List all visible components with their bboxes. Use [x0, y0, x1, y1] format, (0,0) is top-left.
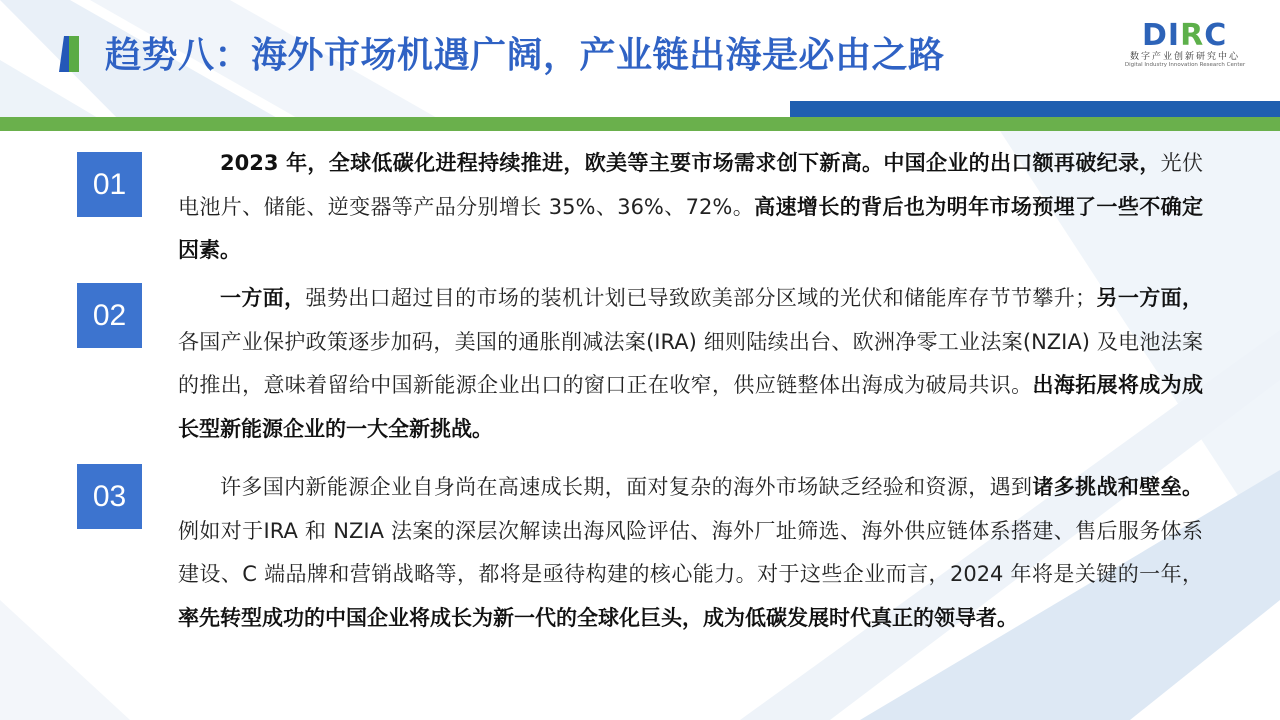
logo-letters: DIRC	[1142, 18, 1228, 53]
emphasis-text: 高速增长的背后也为明年市场预埋了一些不确定因素。	[178, 194, 1204, 262]
item-number-badge: 03	[77, 464, 142, 529]
logo-english-name: Digital Industry Innovation Research Center	[1124, 62, 1246, 68]
item-paragraph	[178, 142, 1203, 273]
emphasis-text: 率先转型成功的中国企业将成长为新一代的全球化巨头，成为低碳发展时代真正的领导者。	[178, 605, 1018, 630]
header-bar-blue	[790, 101, 1280, 117]
body-text: 各国产业保护政策逐步加码，美国的通胀削减法案(IRA) 细则陆续出台、欧洲净零工业法案(NZIA) 及电池法案的推出，意味着留给中国新能源企业出口的窗口正在收窄，供应链整体出海成为破局共识。	[178, 329, 1203, 397]
emphasis-text: 诸多挑战和壁垒。	[1032, 475, 1204, 499]
item-paragraph	[178, 277, 1203, 451]
body-text: 强势出口超过目的市场的装机计划已导致欧美部分区域的光伏和储能库存节节攀升；	[305, 286, 1097, 310]
logo-chinese-name: 数字产业创新研究中心	[1129, 52, 1240, 62]
emphasis-text: 一方面，	[220, 286, 306, 310]
emphasis-text: 另一方面，	[1096, 286, 1204, 310]
title-marker-icon	[59, 36, 79, 72]
body-text: 光伏电池片、储能、逆变器等产品分别增长 35%、36%、72%。	[178, 151, 1204, 219]
item-number-badge: 02	[77, 283, 142, 348]
header-bar-green	[0, 117, 1280, 131]
body-text: 许多国内新能源企业自身尚在高速成长期，面对复杂的海外市场缺乏经验和资源，遇到	[220, 475, 1033, 499]
body-text: 例如对于IRA 和 NZIA 法案的深层次解读出海风险评估、海外厂址筛选、海外供应链体系搭建、售后服务体系建设、C 端品牌和营销战略等，都将是亟待构建的核心能力。对于这些企业而言，2024 年将是关键的一年，	[178, 518, 1203, 586]
emphasis-text: 出海拓展将成为成长型新能源企业的一大全新挑战。	[178, 373, 1204, 441]
item-paragraph	[178, 466, 1203, 640]
page-title: 趋势八：海外市场机遇广阔，产业链出海是必由之路	[105, 35, 945, 76]
dirc-logo	[1120, 20, 1250, 72]
emphasis-text: 2023 年，全球低碳化进程持续推进，欧美等主要市场需求创下新高。中国企业的出口额再破纪录，	[220, 151, 1161, 175]
item-number-badge: 01	[77, 152, 142, 217]
